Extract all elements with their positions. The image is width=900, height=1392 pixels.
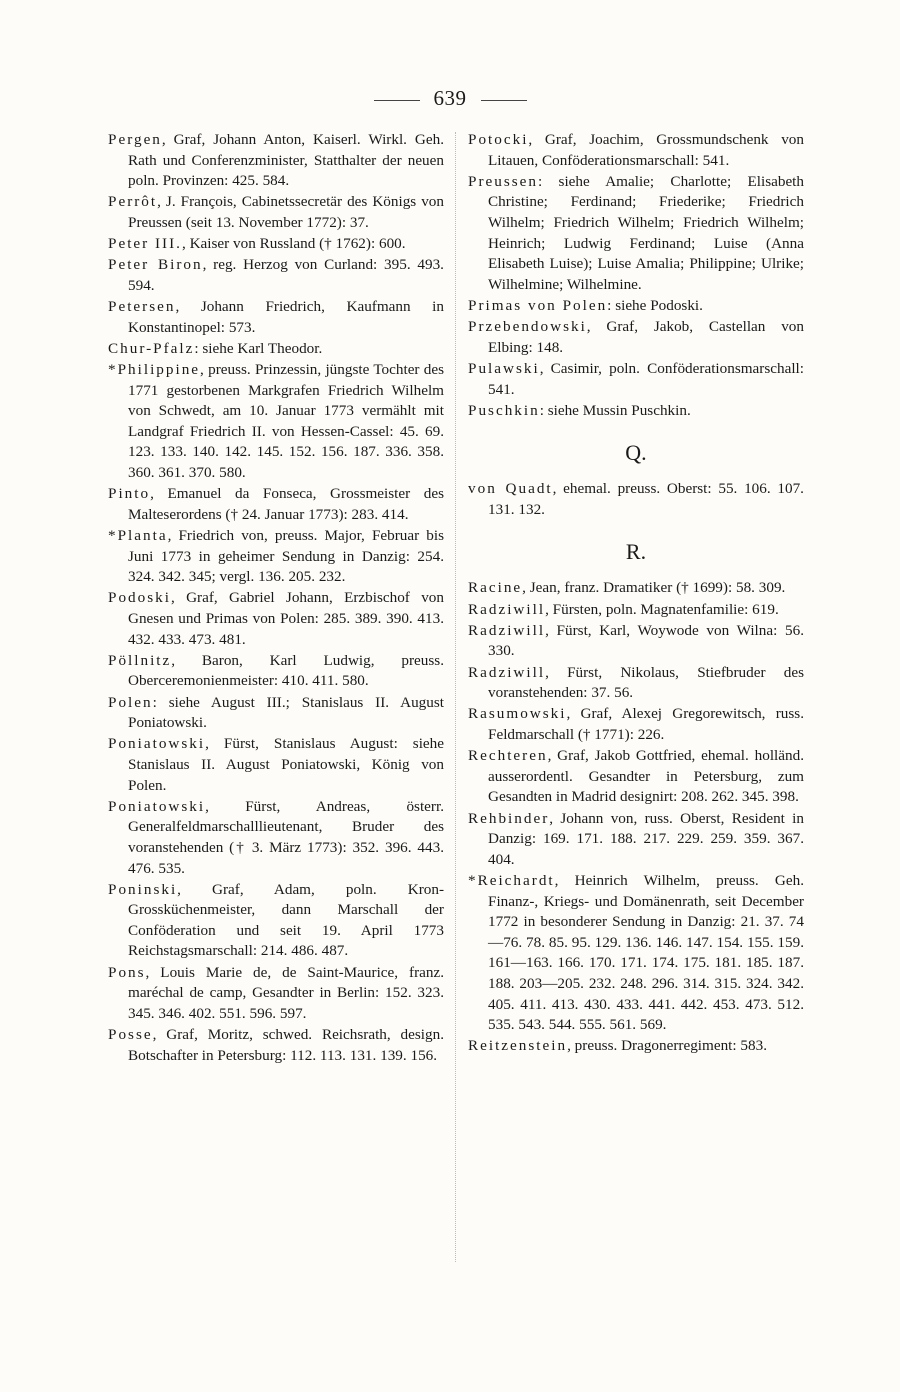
section-p-entries — [468, 130, 804, 421]
index-entry — [108, 192, 444, 233]
header-dash-right — [481, 100, 527, 101]
section-q-entries — [468, 479, 804, 520]
entry-text: , preuss. Prinzessin, jüngste Tochter des 1771 gestorbenen Markgrafen Friedrich Wilhelm von Schwedt, am 10. Januar 1773 vermählt mit Landgraf Friedrich II. von Hessen-Cassel: 45. 69. 123. 133. 140. 142. 145. 152. 156. 187. 336. 358. 360. 361. 370. 580. — [128, 361, 444, 482]
entry-text: , Emanuel da Fonseca, Grossmeister des Malteserordens († 24. Januar 1773): 283. 414. — [128, 485, 444, 523]
entry-text: , J. François, Cabinetssecretär des Königs von Preussen (seit 13. November 1772): 37. — [128, 193, 444, 231]
entry-headword: *Philippine — [108, 361, 201, 379]
index-entry — [108, 797, 444, 879]
index-entry — [108, 255, 444, 296]
entry-headword: von Quadt — [468, 480, 553, 498]
entry-headword: Racine — [468, 579, 523, 597]
index-entry — [468, 479, 804, 520]
entry-headword: Radziwill — [468, 663, 546, 681]
entry-text: , Graf, Moritz, schwed. Reichsrath, design. Botschafter in Petersburg: 112. 113. 131. 139. 156. — [128, 1026, 444, 1064]
entry-text: , Baron, Karl Ludwig, preuss. Oberceremonienmeister: 410. 411. 580. — [128, 651, 444, 690]
entry-headword: Pinto — [108, 485, 151, 503]
entry-text: : siehe August III.; Stanislaus II. August Poniatowski. — [128, 693, 444, 732]
entry-headword: Polen — [108, 693, 153, 711]
index-entry — [468, 809, 804, 871]
entry-text: , Graf, Jakob Gottfried, ehemal. holländ. ausserordentl. Gesandter in Petersburg, zum Gesandten in Madrid designirt: 208. 262. 345. 398. — [488, 747, 804, 806]
index-entry — [468, 172, 804, 296]
entry-headword: Podoski — [108, 589, 171, 607]
index-entry — [108, 963, 444, 1025]
entry-headword: Primas von Polen — [468, 296, 608, 314]
page-header — [0, 86, 900, 111]
entry-text: , Graf, Joachim, Grossmundschenk von Litauen, Conföderationsmarschall: 541. — [488, 131, 804, 169]
index-entry — [468, 600, 804, 621]
entry-text: , Johann Friedrich, Kaufmann in Konstantinopel: 573. — [128, 298, 444, 336]
entry-headword: *Planta — [108, 527, 168, 545]
entry-headword: Pons — [108, 963, 146, 981]
entry-text: , Graf, Alexej Gregorewitsch, russ. Feldmarschall († 1771): 226. — [488, 705, 804, 743]
entry-text: , Fürst, Nikolaus, Stiefbruder des voranstehenden: 37. 56. — [488, 663, 804, 702]
entry-text: , ehemal. preuss. Oberst: 55. 106. 107. 131. 132. — [488, 480, 804, 518]
entry-headword: Poniatowski — [108, 797, 206, 815]
section-letter-r: R. — [625, 539, 647, 565]
entry-text: , Johann von, russ. Oberst, Resident in Danzig: 169. 171. 188. 217. 229. 259. 359. 367. 404. — [488, 809, 804, 868]
index-entry — [108, 339, 444, 360]
entry-text: , Casimir, poln. Conföderationsmarschall: 541. — [488, 359, 804, 398]
section-r-entries — [468, 578, 804, 1056]
entry-text: , preuss. Dragonerregiment: 583. — [567, 1037, 767, 1055]
entry-headword: Rechteren — [468, 747, 548, 765]
entry-headword: Peter Biron — [108, 256, 203, 274]
index-entry — [108, 484, 444, 525]
index-entry — [468, 704, 804, 745]
entry-text: , Fürsten, poln. Magnatenfamilie: 619. — [545, 600, 779, 618]
entry-text: : siehe Mussin Puschkin. — [539, 401, 691, 419]
index-entry — [468, 746, 804, 808]
entry-headword: Perrôt — [108, 193, 158, 211]
index-entry — [468, 296, 804, 317]
index-entry — [108, 360, 444, 484]
index-entry — [108, 588, 444, 650]
entry-headword: Potocki — [468, 131, 529, 148]
index-entry — [108, 693, 444, 734]
entry-text: , Graf, Jakob, Castellan von Elbing: 148. — [488, 318, 804, 356]
entry-text: , Fürst, Andreas, österr. Generalfeldmarschalllieutenant, Bruder des voranstehenden († 3. März 1773): 352. 396. 443. 476. 535. — [128, 797, 444, 877]
index-entry — [468, 871, 804, 1036]
entry-headword: Pergen — [108, 131, 162, 148]
entry-headword: Poninski — [108, 880, 178, 898]
entry-headword: Reitzenstein — [468, 1037, 568, 1055]
entry-text: , Fürst, Karl, Woywode von Wilna: 56. 330. — [488, 621, 804, 660]
index-entry — [468, 401, 804, 422]
entry-text: , Fürst, Stanislaus August: siehe Stanislaus II. August Poniatowski, König von Polen. — [128, 735, 444, 794]
index-entry — [108, 130, 444, 192]
entry-headword: Radziwill — [468, 600, 546, 618]
entry-text: : siehe Podoski. — [607, 296, 703, 314]
entry-headword: *Reichardt — [468, 871, 555, 889]
index-entry — [468, 621, 804, 662]
entry-headword: Radziwill — [468, 621, 546, 639]
entry-text: , Kaiser von Russland († 1762): 600. — [181, 235, 406, 253]
entry-text: , reg. Herzog von Curland: 395. 493. 594. — [128, 256, 444, 294]
entry-text: : siehe Amalie; Charlotte; Elisabeth Christine; Ferdinand; Friederike; Friedrich Wilhelm; Friedrich Wilhelm; Friedrich Wilhelm; Heinrich; Ludwig Ferdinand; Luise (Anna Elisabeth Luise); Luise Amalia; Philippine; Ulrike; Wilhelmine; Wilhelmine. — [488, 172, 804, 293]
entry-text: : siehe Karl Theodor. — [194, 339, 323, 357]
entry-headword: Peter III. — [108, 235, 182, 253]
index-entry — [108, 526, 444, 588]
entry-headword: Posse — [108, 1026, 153, 1044]
entry-headword: Puschkin — [468, 401, 540, 419]
entry-headword: Chur-Pfalz — [108, 339, 195, 357]
right-column — [468, 130, 804, 1057]
entry-text: , Friedrich von, preuss. Major, Februar bis Juni 1773 in geheimer Sendung in Danzig: 254. 324. 342. 345; vergl. 136. 205. 232. — [128, 527, 444, 586]
index-entry — [108, 234, 444, 255]
index-entry — [108, 1025, 444, 1066]
entry-headword: Przebendowski — [468, 318, 587, 336]
header-dash-left — [374, 100, 420, 101]
index-entry — [468, 359, 804, 400]
index-entry — [108, 880, 444, 962]
index-entry — [108, 297, 444, 338]
entry-text: , Graf, Johann Anton, Kaiserl. Wirkl. Geh. Rath und Conferenzminister, Statthalter der neuen poln. Provinzen: 425. 584. — [128, 131, 444, 190]
index-entry — [468, 130, 804, 171]
entry-text: , Jean, franz. Dramatiker († 1699): 58. 309. — [522, 579, 786, 597]
index-entry — [468, 663, 804, 704]
entry-headword: Pöllnitz — [108, 651, 172, 669]
entry-headword: Pulawski — [468, 359, 540, 377]
column-divider — [455, 132, 456, 1262]
index-entry — [468, 1036, 804, 1057]
entry-text: , Graf, Gabriel Johann, Erzbischof von Gnesen und Primas von Polen: 285. 389. 390. 413. 432. 433. 473. 481. — [128, 589, 444, 648]
entry-headword: Petersen — [108, 298, 176, 316]
entry-headword: Poniatowski — [108, 735, 206, 753]
entry-headword: Preussen — [468, 172, 538, 190]
index-entry — [108, 734, 444, 796]
left-column — [108, 130, 444, 1067]
index-entry — [468, 317, 804, 358]
entry-text: , Heinrich Wilhelm, preuss. Geh. Finanz-, Kriegs- und Domänenrath, seit December 1772 in besonderer Sendung in Danzig: 21. 37. 74—76. 78. 85. 95. 129. 136. 146. 147. 154. 155. 159. 161—163. 166. 170. 171. 174. 175. 181. 185. 187. 188. 203—205. 232. 248. 296. 314. 315. 324. 342. 405. 411. 413. 430. 433. 441. 442. 453. 473. 512. 535. 543. 544. 555. 561. 569. — [488, 871, 804, 1034]
page-number: 639 — [433, 86, 467, 110]
entry-headword: Rehbinder — [468, 809, 550, 827]
index-entry — [468, 578, 804, 599]
index-entry — [108, 651, 444, 692]
entry-text: , Louis Marie de, de Saint-Maurice, franz. maréchal de camp, Gesandter in Berlin: 152. 323. 345. 346. 402. 551. 596. 597. — [128, 963, 444, 1022]
entry-text: , Graf, Adam, poln. Kron-Grossküchenmeister, dann Marschall der Conföderation und seit 19. April 1773 Reichstagsmarschall: 214. 486. 487. — [128, 880, 444, 960]
section-letter-q: Q. — [625, 440, 647, 466]
entry-headword: Rasumowski — [468, 705, 567, 723]
